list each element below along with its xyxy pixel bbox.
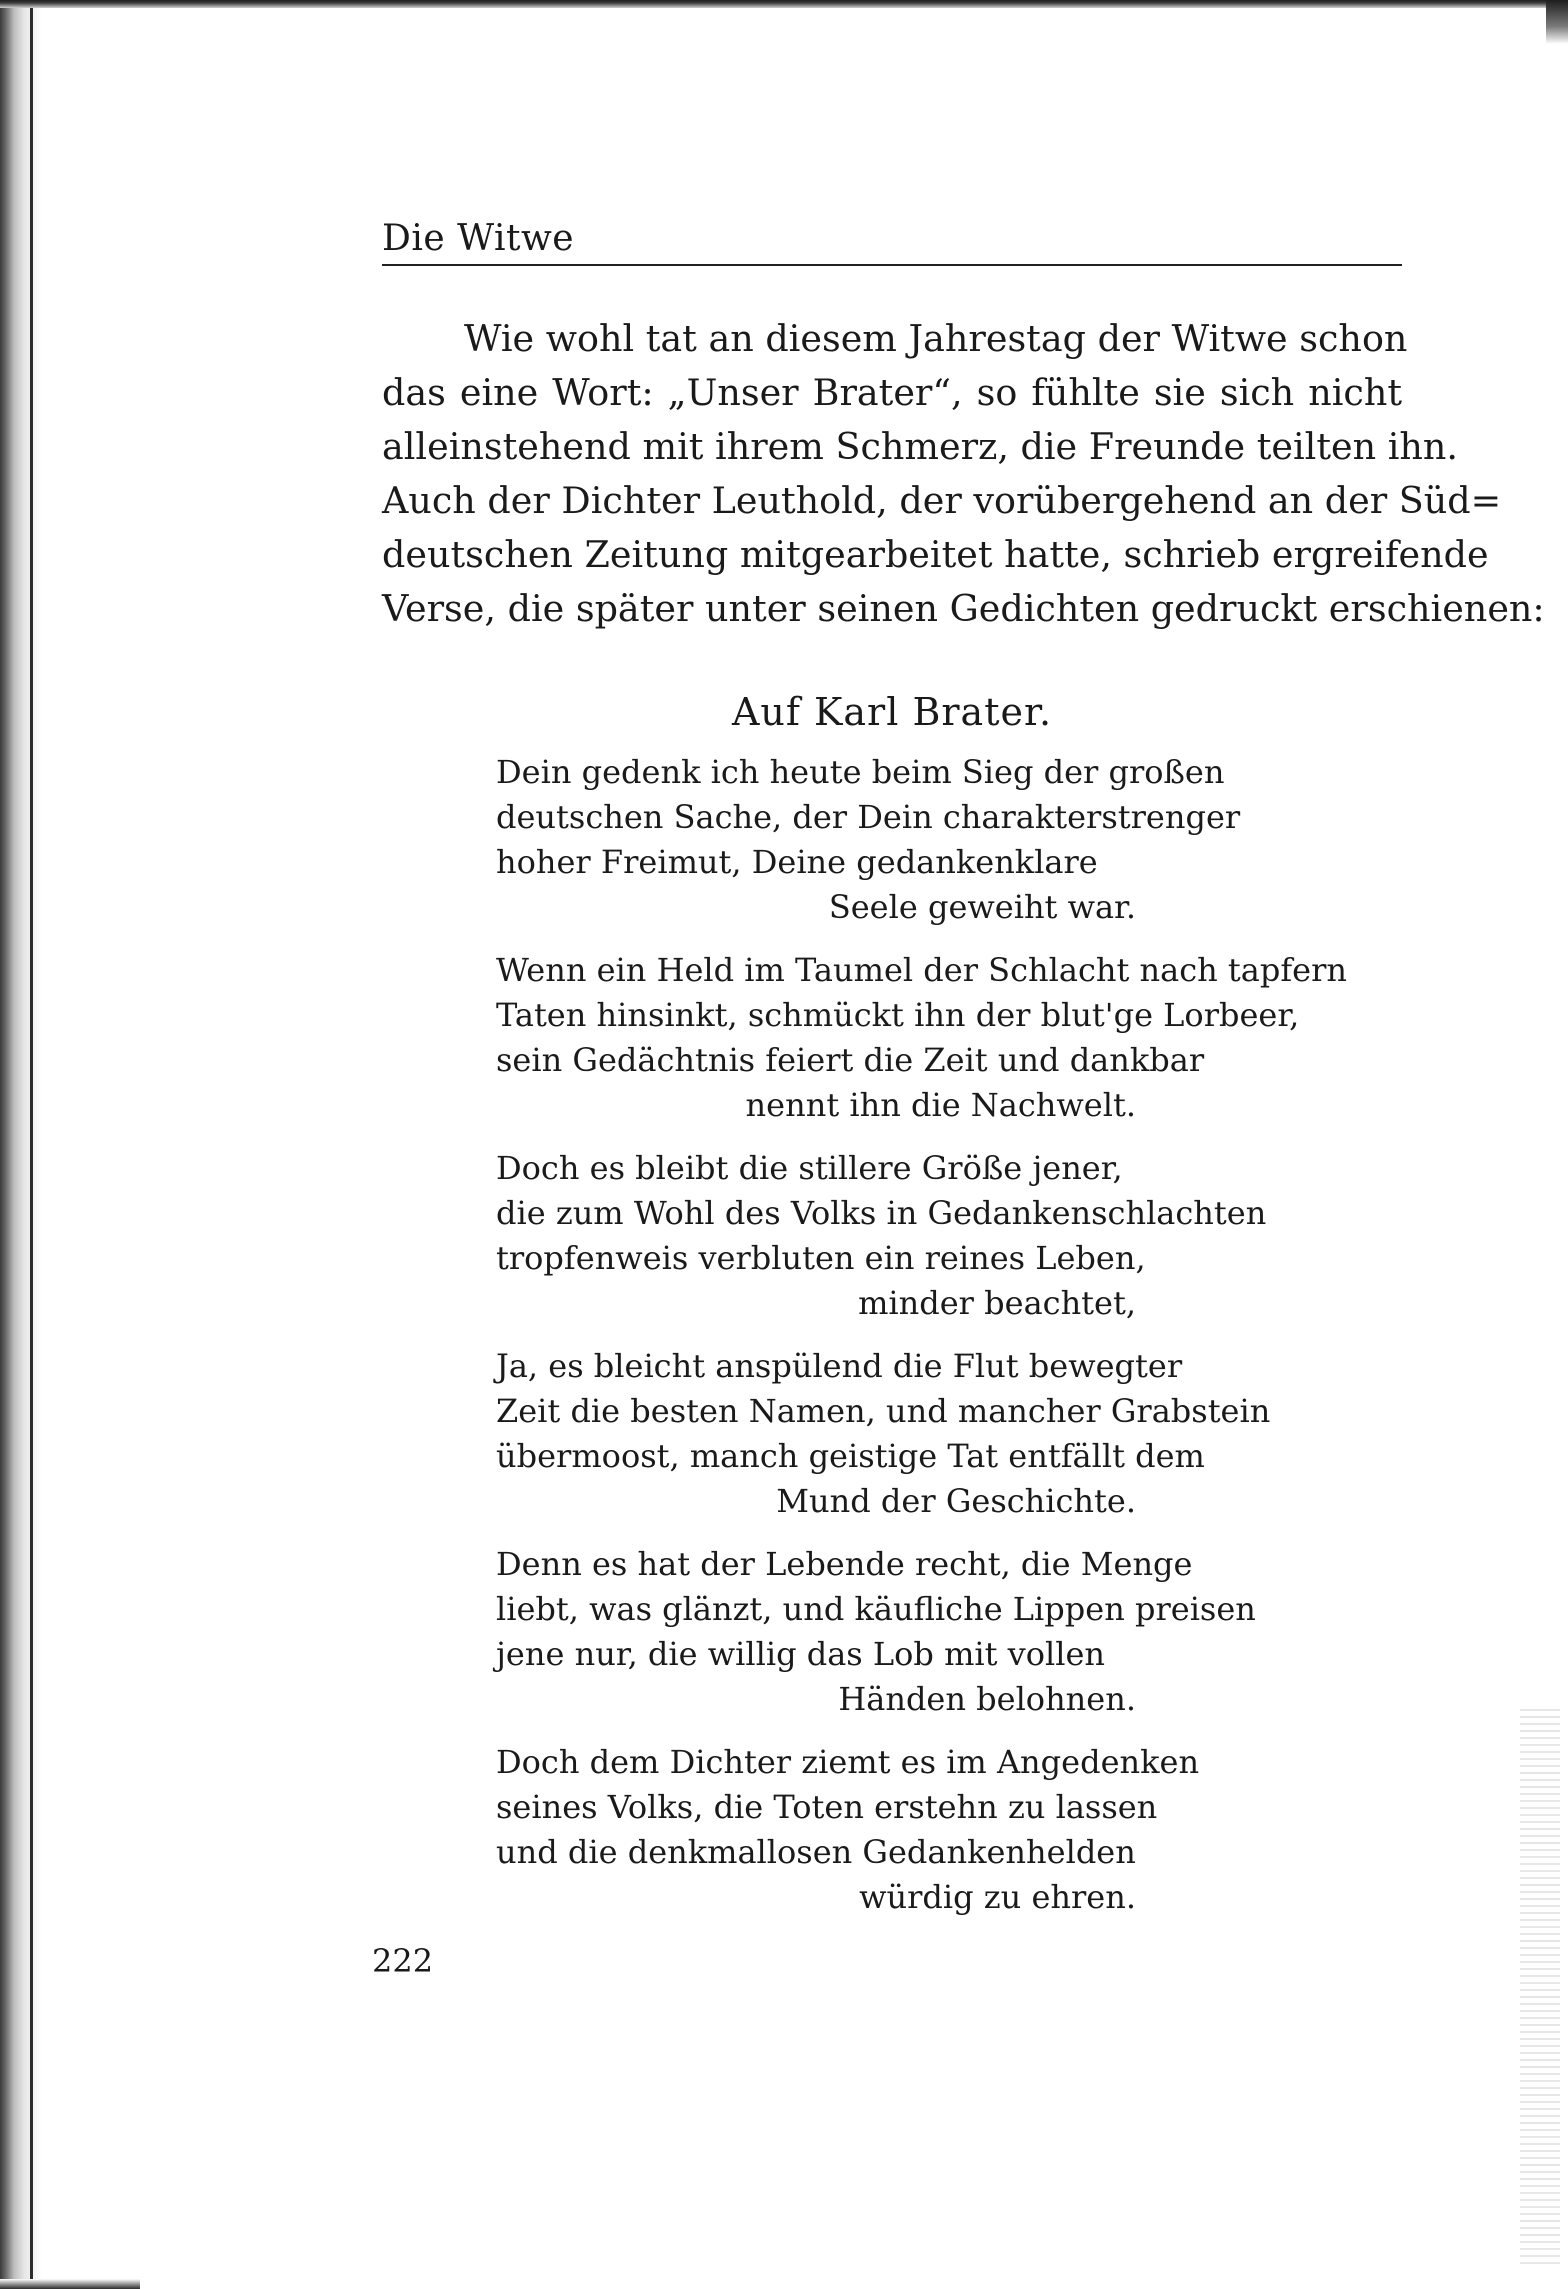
poem-line: Denn es hat der Lebende recht, die Menge bbox=[496, 1545, 1193, 1583]
poem-stanza bbox=[496, 948, 1347, 1128]
poem-line: Doch dem Dichter ziemt es im Angedenken bbox=[496, 1743, 1200, 1781]
poem-stanza bbox=[496, 1740, 1286, 1920]
poem-line: würdig zu ehren. bbox=[859, 1878, 1136, 1916]
prose-paragraph bbox=[382, 312, 1545, 636]
poem-line: nennt ihn die Nachwelt. bbox=[745, 1086, 1136, 1124]
poem-line: Wenn ein Held im Taumel der Schlacht nach tapfern bbox=[496, 951, 1347, 989]
poem-title: Auf Karl Brater. bbox=[731, 690, 1053, 734]
poem-stanza bbox=[496, 750, 1286, 930]
poem-stanza bbox=[496, 1344, 1286, 1524]
poem bbox=[496, 750, 1347, 1938]
poem-line: die zum Wohl des Volks in Gedankenschlachten bbox=[496, 1194, 1267, 1232]
running-head: Die Witwe bbox=[382, 218, 575, 259]
scan-bottom-edge bbox=[0, 2279, 140, 2289]
prose-line: Verse, die später unter seinen Gedichten gedruckt erschienen: bbox=[382, 587, 1545, 630]
scan-edge-noise bbox=[1520, 1709, 1560, 2269]
page-number: 222 bbox=[372, 1942, 434, 1980]
poem-line: hoher Freimut, Deine gedankenklare bbox=[496, 843, 1098, 881]
poem-line: Mund der Geschichte. bbox=[776, 1482, 1136, 1520]
poem-line: Zeit die besten Namen, und mancher Grabstein bbox=[496, 1392, 1271, 1430]
poem-line: seines Volks, die Toten erstehn zu lassen bbox=[496, 1788, 1158, 1826]
poem-line: Seele geweiht war. bbox=[828, 888, 1136, 926]
poem-line: Dein gedenk ich heute beim Sieg der großen bbox=[496, 753, 1225, 791]
prose-line: alleinstehend mit ihrem Schmerz, die Freunde teilten ihn. bbox=[382, 425, 1459, 468]
poem-line: Taten hinsinkt, schmückt ihn der blut'ge Lorbeer, bbox=[496, 996, 1300, 1034]
poem-line: tropfenweis verbluten ein reines Leben, bbox=[496, 1239, 1146, 1277]
scan-top-edge bbox=[0, 0, 1568, 8]
poem-line: minder beachtet, bbox=[858, 1284, 1136, 1322]
prose-line: Auch der Dichter Leuthold, der vorübergehend an der Süd= bbox=[382, 479, 1502, 522]
poem-stanza bbox=[496, 1542, 1286, 1722]
prose-line: das eine Wort: „Unser Brater“, so fühlte sie sich nicht bbox=[382, 371, 1402, 414]
poem-stanza bbox=[496, 1146, 1286, 1326]
poem-line: Ja, es bleicht anspülend die Flut bewegter bbox=[496, 1347, 1183, 1385]
poem-line: Händen belohnen. bbox=[838, 1680, 1136, 1718]
poem-line: Doch es bleibt die stillere Größe jener, bbox=[496, 1149, 1123, 1187]
poem-line: sein Gedächtnis feiert die Zeit und dankbar bbox=[496, 1041, 1205, 1079]
prose-line: Wie wohl tat an diesem Jahrestag der Witwe schon bbox=[464, 317, 1408, 360]
poem-line: liebt, was glänzt, und käufliche Lippen preisen bbox=[496, 1590, 1256, 1628]
scan-spine-shadow bbox=[0, 0, 42, 2289]
header-rule bbox=[382, 264, 1402, 266]
prose-line: deutschen Zeitung mitgearbeitet hatte, schrieb ergreifende bbox=[382, 533, 1489, 576]
poem-line: und die denkmallosen Gedankenhelden bbox=[496, 1833, 1136, 1871]
scan-corner-mark bbox=[1546, 0, 1568, 44]
poem-line: jene nur, die willig das Lob mit vollen bbox=[496, 1635, 1106, 1673]
poem-line: deutschen Sache, der Dein charakterstrenger bbox=[496, 798, 1241, 836]
scan-spine-line bbox=[30, 0, 33, 2289]
poem-line: übermoost, manch geistige Tat entfällt dem bbox=[496, 1437, 1205, 1475]
